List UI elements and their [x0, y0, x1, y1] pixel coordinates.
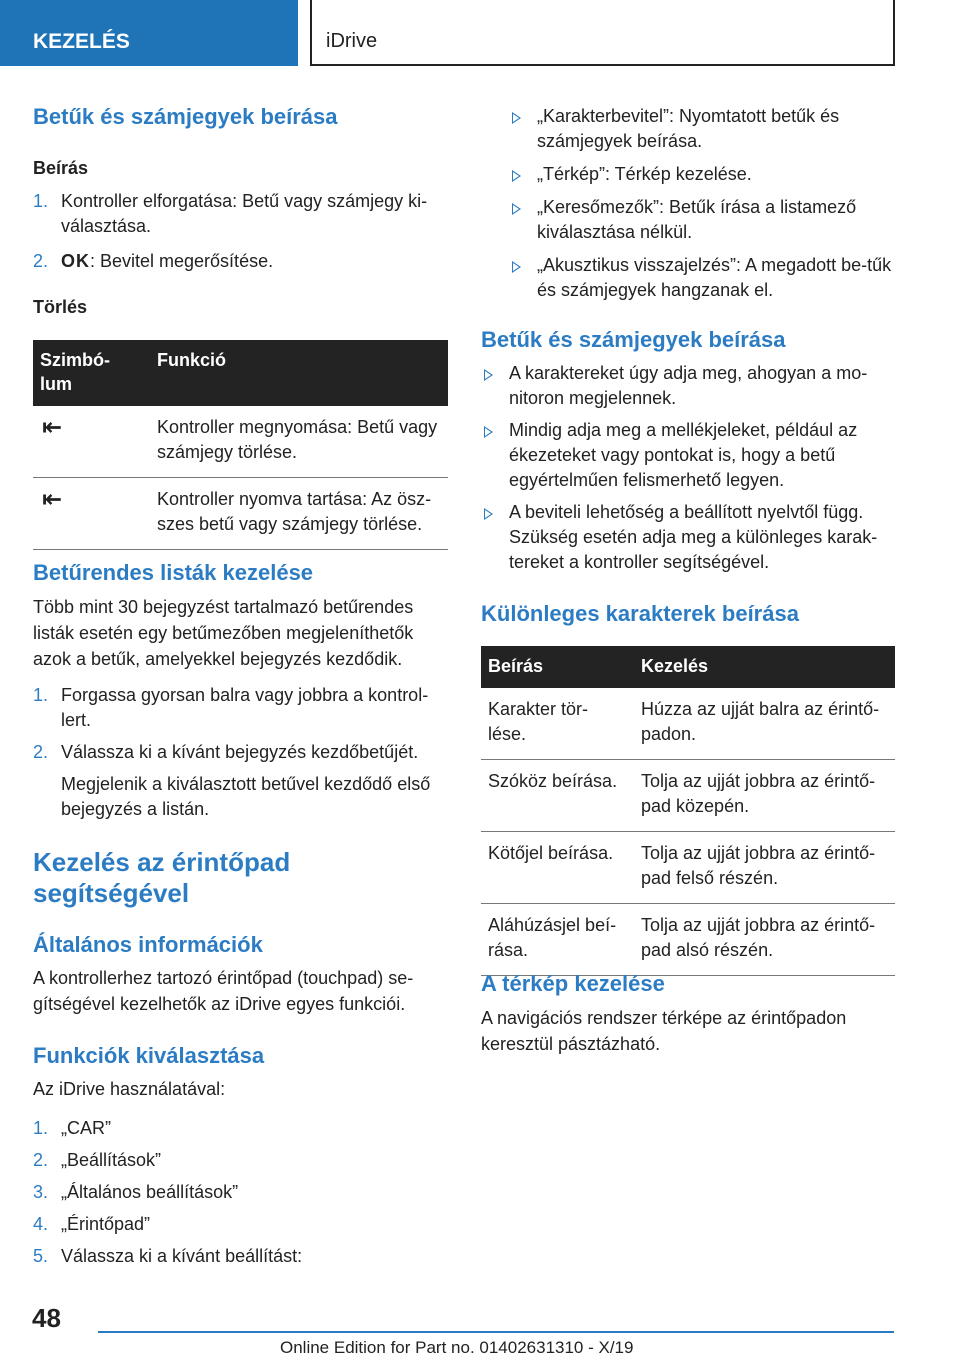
table-cell: Tolja az ujját jobbra az érintő-pad felső részén.	[631, 832, 895, 904]
heading-map: A térkép kezelése	[481, 971, 665, 996]
chapter-title: iDrive	[326, 30, 378, 52]
table-header: Funkció	[147, 340, 448, 406]
alphabetic-steps	[33, 683, 448, 829]
table-header: Kezelés	[631, 646, 895, 688]
heading-touchpad: Kezelés az érintőpad segítségével	[33, 847, 291, 908]
table-row	[481, 904, 895, 976]
heading-input-2: Betűk és számjegyek beírása	[481, 327, 786, 352]
heading-input: Betűk és számjegyek beírása	[33, 104, 338, 129]
subheading-input: Beírás	[33, 158, 89, 178]
table-row	[33, 478, 448, 550]
list-item: A karaktereket úgy adja meg, ahogyan a mo-nitoron megjelennek.	[481, 361, 895, 411]
list-item: 5. Válassza ki a kívánt beállítást:	[33, 1246, 303, 1266]
table-cell: Aláhúzásjel beí-rása.	[481, 904, 631, 976]
list-item: „Karakterbevitel”: Nyomtatott betűk és számjegyek beírása.	[509, 104, 895, 154]
delete-icon: ⇤	[33, 406, 147, 478]
table-cell: Kontroller megnyomása: Betű vagy számjegy törlése.	[147, 406, 448, 478]
ok-icon: OK	[61, 251, 90, 271]
list-item: „Akusztikus visszajelzés”: A megadott be-tűk és számjegyek hangzanak el.	[509, 253, 895, 303]
table-row	[33, 406, 448, 478]
list-item-result: Megjelenik a kiválasztott betűvel kezdődő első bejegyzés a listán.	[61, 774, 431, 819]
table-cell: Karakter tör-lése.	[481, 688, 631, 760]
list-item: 2. OK: Bevitel megerősítése.	[33, 251, 274, 271]
table-cell: Húzza az ujját balra az érintő-padon.	[631, 688, 895, 760]
alphabetic-text: Több mint 30 bejegyzést tartalmazó betűrendes listák esetén egy betűmezőben megjeleníthetők azok a betűk, amelyekkel bejegyzés kezdődik.	[33, 597, 414, 669]
list-item: 1. Kontroller elforgatása: Betű vagy számjegy ki-választása.	[33, 191, 428, 236]
special-table	[481, 646, 895, 976]
list-item: 1. Forgassa gyorsan balra vagy jobbra a kontrol-lert.	[33, 685, 429, 730]
select-steps	[33, 1116, 448, 1276]
table-cell: Szóköz beírása.	[481, 760, 631, 832]
table-row	[481, 688, 895, 760]
footer-edition: Online Edition for Part no. 01402631310 - X/19	[280, 1338, 634, 1357]
page-number: 48	[32, 1303, 61, 1333]
heading-general: Általános információk	[33, 932, 263, 957]
list-item: 2. „Beállítások”	[33, 1150, 162, 1170]
subheading-delete: Törlés	[33, 297, 88, 317]
input-tips-list	[481, 361, 895, 582]
list-item: 4. „Érintőpad”	[33, 1214, 151, 1234]
list-item: „Térkép”: Térkép kezelése.	[509, 162, 895, 187]
select-text: Az iDrive használatával:	[33, 1079, 226, 1099]
table-row	[481, 832, 895, 904]
table-cell: Kontroller nyomva tartása: Az ösz-szes betű vagy számjegy törlése.	[147, 478, 448, 550]
heading-select: Funkciók kiválasztása	[33, 1043, 265, 1068]
map-text: A navigációs rendszer térképe az érintőpadon keresztül pásztázható.	[481, 1008, 847, 1054]
list-item: 3. „Általános beállítások”	[33, 1182, 239, 1202]
table-header: Beírás	[481, 646, 631, 688]
list-item: 1. „CAR”	[33, 1118, 111, 1138]
general-text: A kontrollerhez tartozó érintőpad (touchpad) se-gítségével kezelhetők az iDrive egyes funkciói.	[33, 968, 414, 1014]
table-header: Szimbó-lum	[33, 340, 147, 406]
list-item: Mindig adja meg a mellékjeleket, például az ékezeteket vagy pontokat is, hogy a betű egyértelműen felismerhető legyen.	[481, 418, 895, 493]
options-list	[509, 104, 895, 311]
list-item: A beviteli lehetőség a beállított nyelvtől függ. Szükség esetén adja meg a különleges karak-tereket a kontroller segítségével.	[481, 500, 895, 575]
table-row	[481, 760, 895, 832]
table-cell: Kötőjel beírása.	[481, 832, 631, 904]
table-cell: Tolja az ujját jobbra az érintő-pad közepén.	[631, 760, 895, 832]
delete-table	[33, 340, 448, 550]
list-item: 2. Válassza ki a kívánt bejegyzés kezdőbetűjét.	[33, 742, 419, 762]
input-steps	[33, 189, 448, 281]
delete-icon: ⇤	[33, 478, 147, 550]
heading-special: Különleges karakterek beírása	[481, 601, 799, 626]
section-tab	[0, 0, 298, 66]
table-cell: Tolja az ujját jobbra az érintő-pad alsó részén.	[631, 904, 895, 976]
section-title: KEZELÉS	[33, 30, 130, 53]
heading-alphabetic: Betűrendes listák kezelése	[33, 560, 314, 585]
list-item: „Keresőmezők”: Betűk írása a listamező kiválasztása nélkül.	[509, 195, 895, 245]
footer-divider	[98, 1331, 894, 1333]
chapter-box	[310, 0, 895, 66]
